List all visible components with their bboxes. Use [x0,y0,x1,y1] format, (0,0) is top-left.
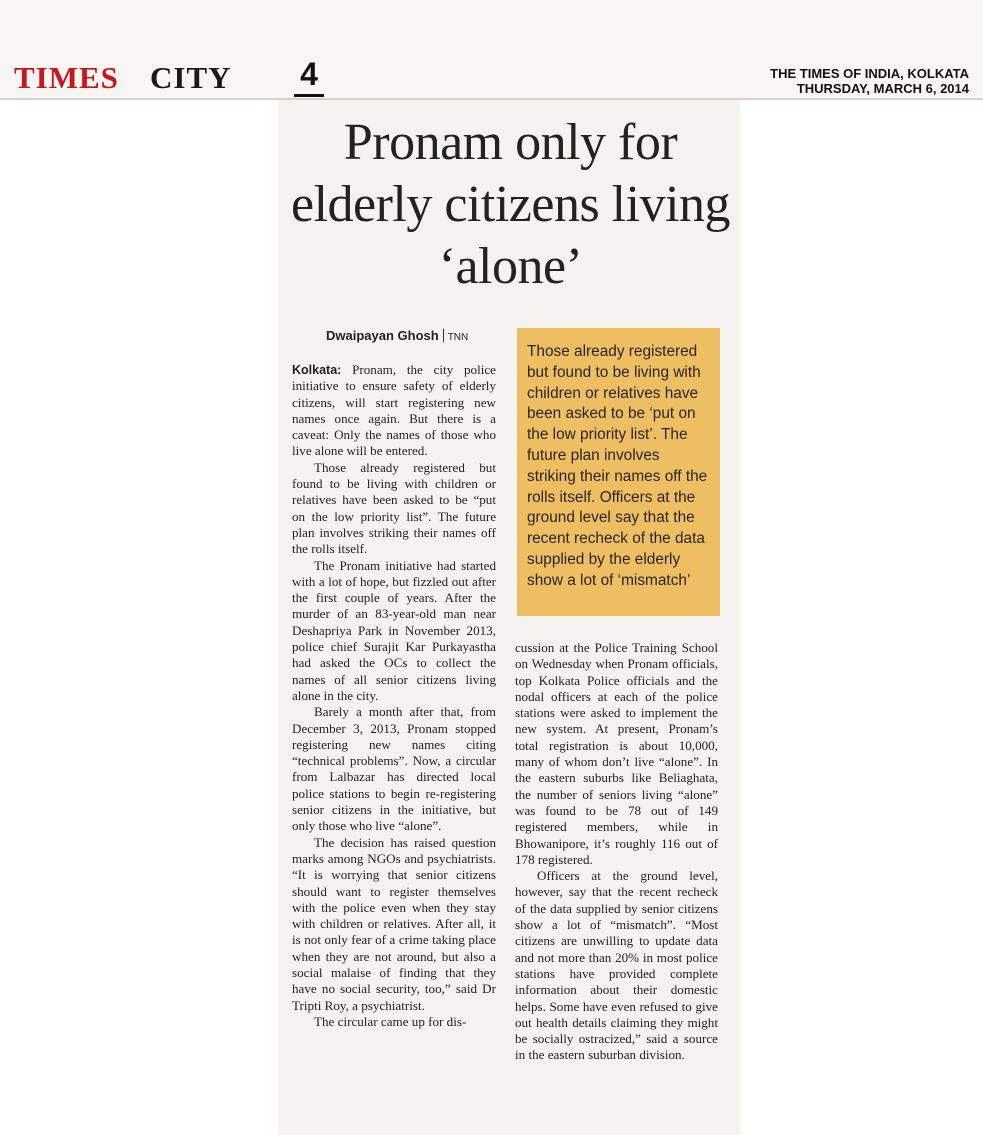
paper-date: THURSDAY, MARCH 6, 2014 [796,81,969,96]
article-paragraph: The decision has raised question marks among NGOs and psychiatrists. “It is worrying that senior citizens should want to register themselves with the police even when they stay with children or relatives. After all, it is not only fear of a crime taking place when they are not around, but also a social malaise of finding that they have no social security, too,” said Dr Tripti Roy, a psychiatrist. [292,834,496,1013]
paper-name-date [770,66,969,96]
lead-paragraph [292,362,496,460]
article-column-left [292,362,496,1030]
page-number: 4 [294,56,324,97]
dateline: Kolkata: [292,363,342,377]
article-paragraph: Barely a month after that, from December 3, 2013, Pronam stopped registering new names citing “technical problems”. Now, a circular from Lalbazar has directed local police stations to begin re-registering senior citizens in the initiative, but only those who live “alone”. [292,704,496,834]
section-title-times: TIMES [14,60,119,95]
pull-quote-box: Those already registered but found to be living with children or relatives have been asked to be ‘put on the low priority list’. The future plan involves striking their names off the rolls itself. Officers at the ground level say that the recent recheck of the data supplied by the elderly show a lot of ‘mismatch’ [517,328,720,616]
article-paragraph: Officers at the ground level, however, say that the recent recheck of the data supplied by senior citizens show a lot of “mismatch”. “Most citizens are unwilling to update data and not more than 20% in most police stations have provided complete information about their domestic helps. Some have even refused to give out health details claiming they might be socially ostracized,” said a source in the eastern suburban division. [515,868,718,1063]
section-title-city: CITY [150,60,232,95]
paper-name: THE TIMES OF INDIA, KOLKATA [770,66,969,81]
article-paragraph: cussion at the Police Training School on Wednesday when Pronam officials, top Kolkata Police officials and the nodal officers at each of the police stations were asked to implement the new system. At present, Pronam’s total registration is about 10,000, many of whom don’t live “alone”. In the eastern suburbs like Beliaghata, the number of seniors living “alone” was found to be 78 out of 149 registered members, while in Bhowanipore, it’s roughly 116 out of 178 registered. [515,640,718,867]
article-column-right [515,640,718,1064]
article-paragraph: The Pronam initiative had started with a lot of hope, but fizzled out after the first couple of years. After the murder of an 83-year-old man near Deshapriya Park in November 2013, police chief Surajit Kar Purkayastha had asked the OCs to collect the names of all senior citizens living alone in the city. [292,557,496,703]
article-paragraph: Those already registered but found to be living with children or relatives have been asked to be “put on the low priority list”. The future plan involves striking their names off the rolls itself. [292,459,496,557]
article-paragraph: The circular came up for dis- [314,1013,467,1029]
byline-agency: TNN [447,332,469,343]
byline [326,328,468,343]
lead-text: Pronam, the city police initiative to ensure safety of elderly citizens, will start registering new names once again. But there is a caveat: Only the names of those who live alone will be entered. [292,362,496,459]
byline-author: Dwaipayan Ghosh [326,328,439,343]
byline-divider [443,329,444,342]
article-headline: Pronam only for elderly citizens living ‘alone’ [290,114,731,295]
